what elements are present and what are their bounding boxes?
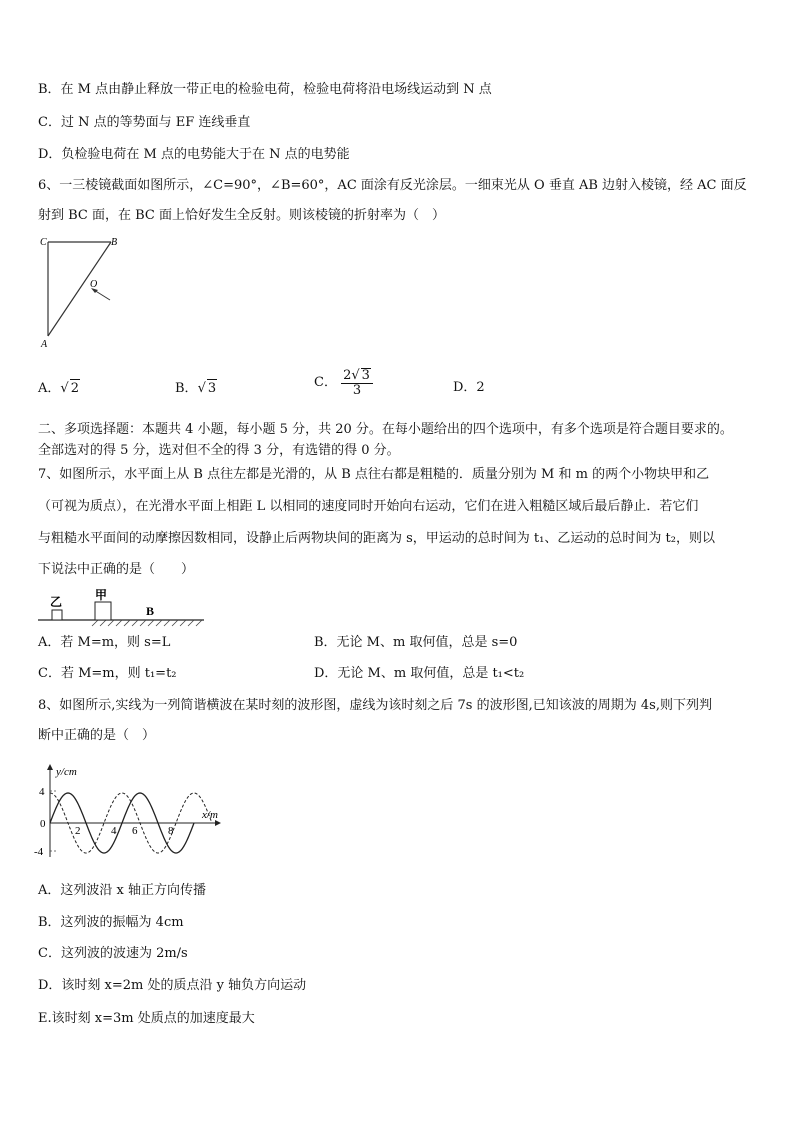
q7-option-b: B．无论 M、m 取何值，总是 s=0 xyxy=(314,635,518,650)
q7-stem-line1: 7、如图所示，水平面上从 B 点往左都是光滑的，从 B 点往右都是粗糙的．质量分别为 M 和 m 的两个小物块甲和乙 xyxy=(38,467,710,482)
section2-heading-line2: 全部选对的得 5 分，选对但不全的得 3 分，有选错的得 0 分。 xyxy=(38,443,400,458)
vertex-b-label: B xyxy=(111,237,118,248)
q8-option-b: B．这列波的振幅为 4cm xyxy=(38,915,184,930)
x-axis-label: x/m xyxy=(202,809,218,821)
q6-stem-line2: 射到 BC 面，在 BC 面上恰好发生全反射。则该棱镜的折射率为（ ） xyxy=(38,208,446,223)
x-tick-2: 2 xyxy=(75,825,81,837)
blocks-figure xyxy=(36,588,208,628)
q8-option-c: C．这列波的波速为 2m/s xyxy=(38,946,188,961)
block-yi-label: 乙 xyxy=(50,595,63,609)
q7-stem-line2: （可视为质点），在光滑水平面上相距 L 以相同的速度同时开始向右运动，它们在进入粗糙区域后最后静止．若它们 xyxy=(38,499,699,514)
block-yi xyxy=(52,610,62,620)
q5-option-c: C．过 N 点的等势面与 EF 连线垂直 xyxy=(38,115,251,130)
prism-figure xyxy=(36,232,126,350)
point-o-label: O xyxy=(90,279,98,290)
q8-option-e: E.该时刻 x=3m 处质点的加速度最大 xyxy=(38,1011,255,1026)
x-tick-8: 8 xyxy=(168,825,174,837)
ground-hatching xyxy=(92,620,202,626)
q8-option-a: A．这列波沿 x 轴正方向传播 xyxy=(38,883,206,898)
block-jia xyxy=(95,602,111,620)
vertex-a-label: A xyxy=(41,339,48,350)
q7-stem-line4: 下说法中正确的是（ ） xyxy=(38,562,195,577)
q5-option-b: B．在 M 点由静止释放一带正电的检验电荷，检验电荷将沿电场线运动到 N 点 xyxy=(38,82,492,97)
x-tick-6: 6 xyxy=(132,825,138,837)
y-tick-0: 0 xyxy=(40,818,46,830)
y-tick-neg4: -4 xyxy=(34,846,44,858)
q5-option-d: D．负检验电荷在 M 点的电势能大于在 N 点的电势能 xyxy=(38,147,350,162)
q8-stem-line2: 断中正确的是（ ） xyxy=(38,728,156,743)
block-jia-label: 甲 xyxy=(95,588,108,602)
point-b-label: B xyxy=(146,604,155,618)
y-tick-4: 4 xyxy=(39,786,45,798)
vertex-c-label: C xyxy=(40,237,47,248)
q6-option-d: D．2 xyxy=(453,380,485,395)
q6-option-b: B．√ 3 xyxy=(175,381,217,396)
q7-option-c: C．若 M=m，则 t₁=t₂ xyxy=(38,666,177,681)
q6-stem-line1: 6、一三棱镜截面如图所示，∠C=90°，∠B=60°，AC 面涂有反光涂层。一细束光从 O 垂直 AB 边射入棱镜，经 AC 面反 xyxy=(38,178,747,193)
q8-stem-line1: 8、如图所示,实线为一列简谐横波在某时刻的波形图，虚线为该时刻之后 7s 的波形图,已知该波的周期为 4s,则下列判 xyxy=(38,698,712,713)
q7-option-d: D．无论 M、m 取何值，总是 t₁<t₂ xyxy=(314,666,525,681)
x-tick-4: 4 xyxy=(111,825,117,837)
q8-option-d: D．该时刻 x=2m 处的质点沿 y 轴负方向运动 xyxy=(38,978,307,993)
q6-option-a: A．√ 2 xyxy=(38,381,79,396)
q7-stem-line3: 与粗糙水平面间的动摩擦因数相同，设静止后两物块间的距离为 s，甲运动的总时间为 t₁、乙运动的总时间为 t₂，则以 xyxy=(38,531,715,546)
y-axis-label: y/cm xyxy=(56,766,77,778)
wave-graph xyxy=(30,760,230,860)
section2-heading-line1: 二、多项选择题：本题共 4 小题，每小题 5 分，共 20 分。在每小题给出的四个选项中，有多个选项是符合题目要求的。 xyxy=(38,422,733,437)
q6-option-c: C． $\frac{2√ 3}{3}$ xyxy=(314,368,373,398)
q7-option-a: A．若 M=m，则 s=L xyxy=(38,635,171,650)
